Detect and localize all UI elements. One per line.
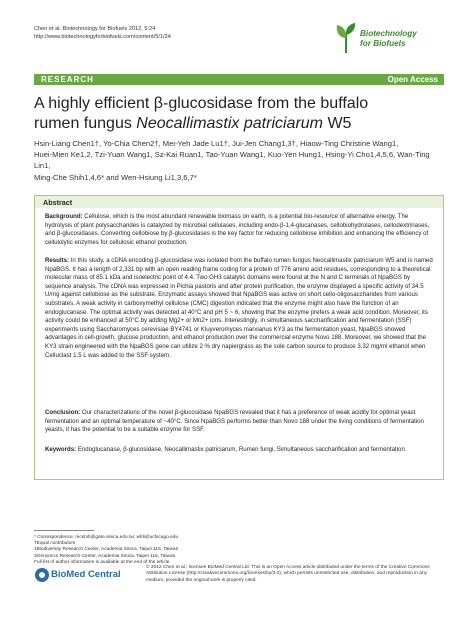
footnote-line: Full list of author information is available at the end of the article [34,559,170,565]
plant-icon [334,22,358,54]
article-type-bar [34,74,444,85]
publisher-name: BioMed Central [51,569,121,580]
article-type-label: RESEARCH [41,75,94,84]
footnote-line: 3Genomics Research Center, Academia Sinica, Taipei 115, Taiwan [34,553,176,559]
article-url[interactable]: http://www.biotechnologyforbiofuels.com/content/5/1/24 [34,33,171,40]
title-line-2: rumen fungus Neocallimastix patriciarum W5 [34,114,352,132]
abstract-box [34,195,444,480]
author-line: Hsin-Liang Chen1†, Yo-Chia Chen2†, Mei-Yeh Jade Lu1†, Jui-Jen Chang1,3†, Hiaow-Ting Christine Wang1, [34,139,399,148]
footnote-line: †Equal contributors [34,541,76,547]
author-line: Huei-Mien Ke1,2, Tzi-Yuan Wang1, Sz-Kai Ruan1, Tao-Yuan Wang1, Kuo-Yen Hung1, Hsing-Yi Cho1,4,5,6, Wan-Ting Lin1, [34,150,430,171]
license-text: © 2012 Chen et al.; licensee BioMed Central Ltd. This is an Open Access article distributed under the terms of the Creative Commons Attribution License (http://creativecommons.org/licenses/by/2.0), which permits unrestricted use, distribution, and reproduction in any medium, provided the original work is properly cited. [146,565,430,583]
abstract-keywords: Keywords: Endoglucanase, β-glucosidase, Neocallimastix patriciarum, Rumen fungi, Simultaneous saccharification and fermentation [45,446,405,453]
biomed-central-logo [34,566,144,584]
journal-logo-text: Biotechnology for Biofuels [360,29,417,48]
author-line: Ming-Che Shih1,4,6* and Wen-Hsiung Li1,3,6,7* [34,172,197,182]
footnotes [34,535,334,566]
abstract-header [35,196,443,208]
article-title [34,94,444,133]
citation-header [34,26,171,41]
abstract-heading: Abstract [43,198,73,207]
abstract-conclusion: Conclusion: Our characterizations of the novel β-glucosidase NpaBGS revealed that it has a preference of weak acidity for optimal yeast fermentation and an optimal temperature of ~40°C. Since NpaBGS performs better than Novo 188 under the living conditions of fermentation yeasts, it has the potential to be a suitable enzyme for SSF. [45,409,424,434]
footnote-divider [34,530,94,531]
species-name: Neocallimastix patriciarum [136,114,323,132]
footnote-line: 1Biodiversity Research Center, Academia Sinica, Taipei 115, Taiwan [34,547,179,553]
title-line-1: A highly efficient β-glucosidase from the buffalo [34,95,369,112]
correspondence: * Correspondence: mcshih@gate.sinica.edu.tw; whli@uchicago.edu [34,535,179,540]
author-list [34,138,444,183]
journal-logo [334,22,444,56]
open-access-label: Open Access [387,75,438,84]
abstract-background: Background: Cellulose, which is the most abundant renewable biomass on earth, is a potential bio-resource of alternative energy. The hydrolysis of plant polysaccharides is catalyzed by microbial cellulases, including endo-β-1,4-glucanases, cellobiohydrolases, cellodextrinases, and β-glucosidases. Converting cellobiose by β-glucosidases is the key factor for reducing cellobiose inhibition and enhancing the efficiency of cellulolytic enzymes for cellulosic ethanol production. [45,213,430,246]
abstract-results: Results: In this study, a cDNA encoding β-glucosidase was isolated from the buffalo rumen fungus Neocallimastix patriciarum W5 and is named NpaBGS. It has a length of 2,331 bp with an open reading frame coding for a protein of 776 amino acid residues, corresponding to a theoretical molecular mass of 85.1 kDa and isoelectric point of 4.4. Two GH3 catalytic domains were found at the N and C terminals of NpaBGS by sequence analysis. The cDNA was expressed in Pichia pastoris and after protein purification, the enzyme displayed a specific activity of 34.5 U/mg against cellobiose as the substrate. Enzymatic assays showed that NpaBGS was active on short cello-oligosaccharides from various substrates. A weak activity in carboxymethyl cellulose (CMC) digestion indicated that the enzyme might also have the function of an endoglucanase. The optimal activity was detected at 40°C and pH 5 ~ 6, showing that the enzyme prefers a weak acid condition. Moreover, its activity could be enhanced at 50°C by adding Mg2+ or Mn2+ ions. Interestingly, in simultaneous saccharification and fermentation (SSF) experiments using Saccharomyces cerevisiae BY4741 or Kluyveromyces marxianus KY3 as the fermentation yeast, NpaBGS showed advantages in cell-growth, glucose production, and ethanol production over the commercial enzyme Novo 188. Moreover, we showed that the KY3 strain engineered with the NpaBGS gene can utilize 2 % dry napiergrass as the sole carbon source to produce 3.32 mg/ml ethanol when Celluclast 1.5 L was added to the SSF system. [45,257,433,359]
citation-line: Chen et al. Biotechnology for Biofuels 2012, 5:24 [34,26,156,32]
biomed-central-icon [34,567,50,583]
